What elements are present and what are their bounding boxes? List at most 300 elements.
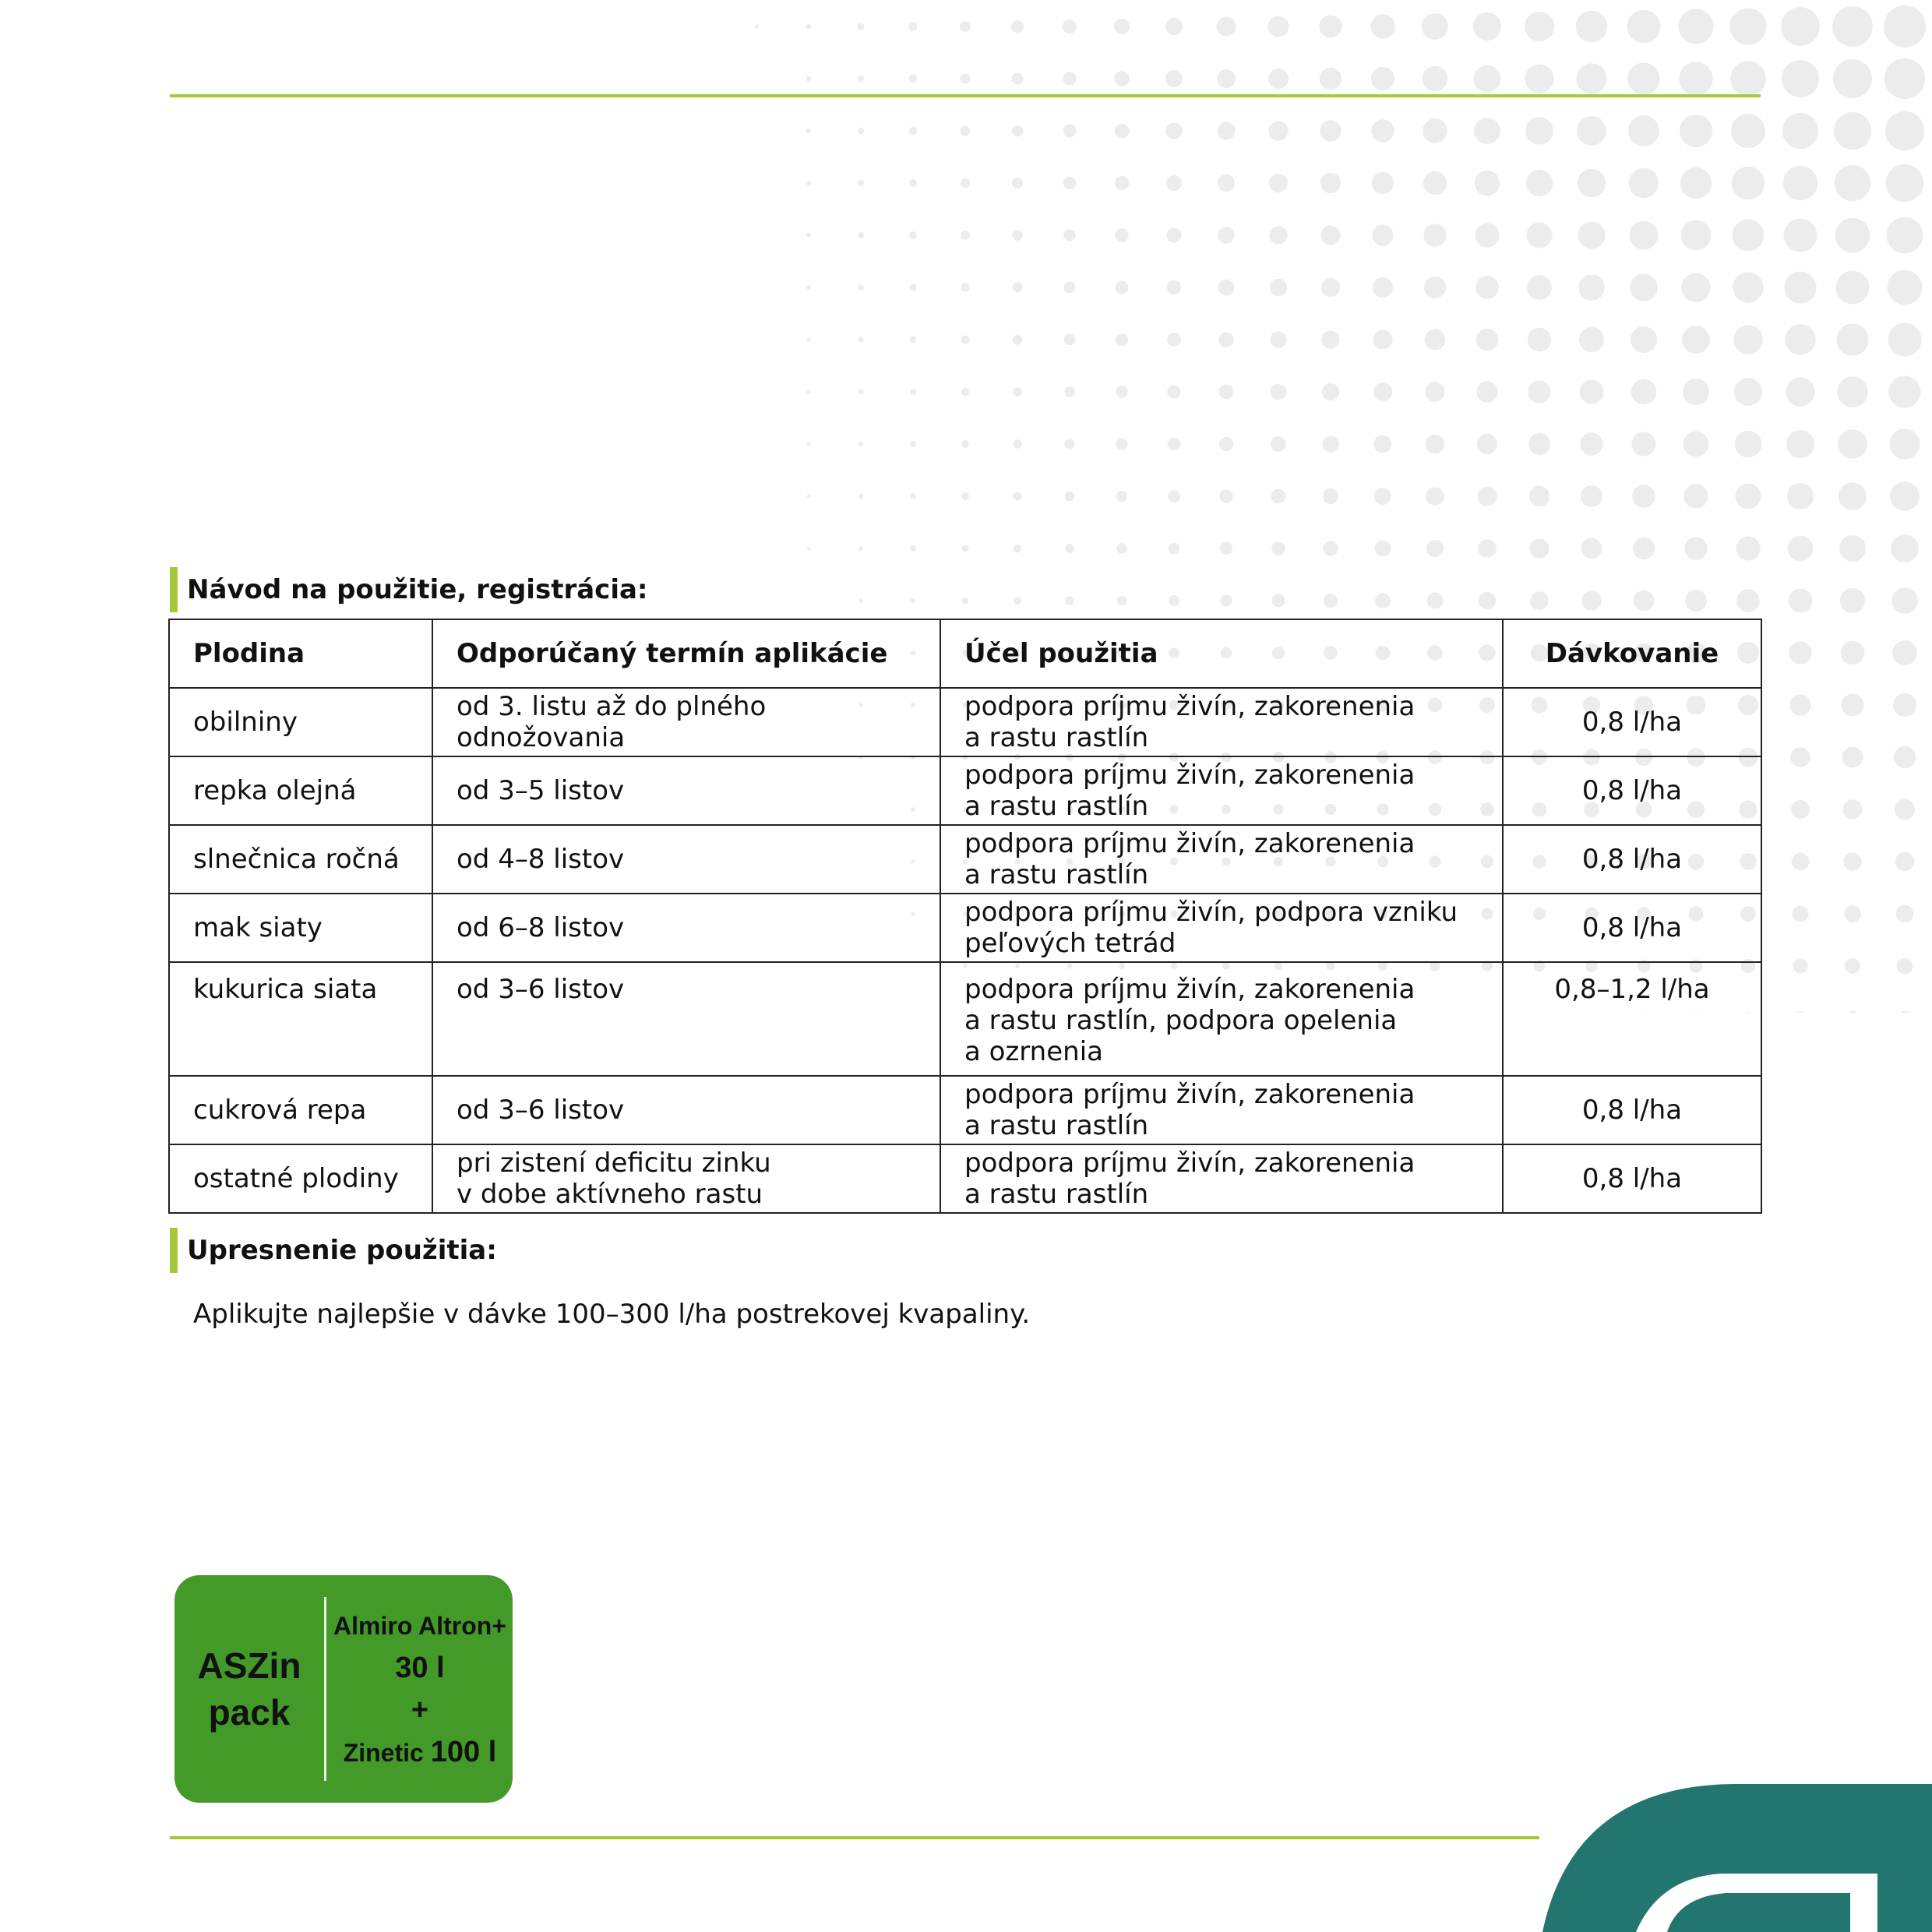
- halftone-dot: [1525, 65, 1554, 93]
- halftone-dot: [1271, 541, 1285, 555]
- halftone-dot: [1218, 122, 1236, 140]
- halftone-dot: [1475, 171, 1500, 196]
- specification-heading: Upresnenie použitia:: [170, 1228, 497, 1273]
- halftone-dot: [1833, 59, 1872, 98]
- corner-logo-shape: [1542, 1784, 1932, 1932]
- halftone-dot: [1114, 71, 1130, 86]
- halftone-dot: [1166, 123, 1183, 139]
- halftone-dot: [1782, 60, 1819, 97]
- halftone-dot: [1114, 19, 1130, 34]
- purpose-cell: podpora príjmu živín, zakorenenia a rastu rastlín: [940, 825, 1503, 894]
- halftone-dot: [1322, 383, 1339, 400]
- halftone-dot: [1270, 279, 1287, 296]
- halftone-dot: [1891, 587, 1918, 614]
- halftone-dot: [1525, 117, 1553, 145]
- halftone-dot: [1897, 958, 1913, 975]
- halftone-dot: [1845, 958, 1860, 974]
- halftone-dot: [1217, 17, 1236, 37]
- table-row: [169, 1144, 1761, 1213]
- halftone-dot: [806, 337, 810, 341]
- halftone-dot: [1680, 167, 1712, 199]
- halftone-dot: [1063, 177, 1076, 189]
- halftone-dot: [858, 598, 863, 603]
- halftone-dot: [1271, 489, 1286, 504]
- halftone-dot: [910, 389, 917, 396]
- halftone-dot: [1116, 491, 1127, 502]
- halftone-dot: [962, 598, 968, 604]
- halftone-dot: [1268, 121, 1288, 140]
- purpose-cell: podpora príjmu živín, zakorenenia a rastu rastlín: [940, 688, 1503, 756]
- halftone-dot: [1319, 15, 1341, 37]
- halftone-dot: [1320, 68, 1341, 90]
- halftone-dot: [1843, 852, 1861, 870]
- halftone-dot: [1887, 217, 1923, 254]
- halftone-dot: [1733, 272, 1763, 302]
- halftone-dot: [1891, 534, 1919, 562]
- item1-quantity: 30 l: [395, 1651, 445, 1684]
- halftone-dot: [1117, 596, 1127, 606]
- halftone-dot: [1685, 590, 1707, 612]
- halftone-dot: [1580, 380, 1604, 404]
- halftone-dot: [961, 388, 969, 396]
- halftone-dot: [806, 24, 812, 30]
- halftone-dot: [1839, 482, 1867, 510]
- halftone-dot: [1789, 589, 1813, 613]
- halftone-dot: [858, 546, 863, 551]
- halftone-dot: [1736, 589, 1759, 612]
- halftone-dot: [1732, 167, 1765, 199]
- halftone-dot: [1730, 61, 1766, 97]
- halftone-dot: [1632, 485, 1655, 508]
- halftone-dot: [1892, 640, 1917, 665]
- halftone-dot: [1785, 272, 1817, 304]
- table-header-row: [169, 619, 1761, 688]
- halftone-dot: [961, 74, 971, 84]
- halftone-dot: [755, 25, 759, 29]
- halftone-dot: [961, 283, 969, 291]
- halftone-dot: [1219, 437, 1233, 451]
- halftone-dot: [1846, 1011, 1860, 1013]
- halftone-dot: [1784, 219, 1817, 252]
- dose-cell: 0,8 l/ha: [1503, 756, 1761, 825]
- halftone-dot: [1790, 747, 1810, 767]
- halftone-dot: [1782, 113, 1818, 149]
- halftone-dot: [1789, 694, 1810, 715]
- halftone-dot: [1841, 641, 1865, 665]
- halftone-dot: [1837, 376, 1867, 407]
- halftone-dot: [1323, 541, 1338, 555]
- halftone-dot: [1320, 225, 1340, 245]
- halftone-dot: [807, 547, 810, 550]
- halftone-dot: [1681, 273, 1710, 301]
- halftone-dot: [858, 23, 865, 30]
- halftone-dot: [1269, 226, 1287, 244]
- halftone-dot: [1013, 335, 1023, 345]
- halftone-dot: [1844, 905, 1861, 922]
- halftone-dot: [961, 492, 968, 499]
- halftone-dot: [909, 284, 916, 291]
- column-header-term: Odporúčaný termín aplikácie: [432, 619, 940, 688]
- purpose-cell: podpora príjmu živín, zakorenenia a rastu rastlín: [940, 1076, 1503, 1144]
- halftone-dot: [1836, 271, 1870, 305]
- halftone-dot: [1793, 959, 1808, 974]
- halftone-dot: [1323, 488, 1338, 504]
- halftone-dot: [1427, 593, 1444, 609]
- halftone-dot: [1736, 484, 1761, 509]
- halftone-dot: [1680, 115, 1712, 147]
- halftone-dot: [1116, 543, 1126, 553]
- halftone-dot: [1012, 230, 1023, 241]
- dose-cell: 0,8 l/ha: [1503, 1144, 1761, 1213]
- term-cell: od 4–8 listov: [432, 825, 940, 894]
- halftone-dot: [1165, 70, 1183, 87]
- halftone-dot: [1220, 542, 1232, 555]
- item2-name: Zinetic: [343, 1738, 424, 1767]
- halftone-dot: [1578, 222, 1606, 249]
- crop-cell: cukrová repa: [169, 1076, 432, 1144]
- halftone-dot: [1734, 378, 1762, 406]
- column-header-crop: Plodina: [169, 619, 432, 688]
- halftone-dot: [1321, 278, 1340, 297]
- halftone-dot: [807, 442, 811, 446]
- halftone-dot: [858, 337, 863, 342]
- halftone-dot: [1167, 333, 1181, 347]
- halftone-dot: [1270, 331, 1286, 347]
- crop-cell: ostatné plodiny: [169, 1144, 432, 1213]
- halftone-dot: [1893, 693, 1916, 717]
- halftone-dot: [1063, 229, 1076, 242]
- halftone-dot: [1165, 18, 1183, 35]
- halftone-dot: [1012, 178, 1023, 189]
- halftone-dot: [1372, 172, 1394, 194]
- halftone-dot: [806, 233, 811, 238]
- halftone-dot: [961, 178, 970, 188]
- halftone-dot: [961, 440, 969, 448]
- bottom-accent-rule: [170, 1836, 1539, 1839]
- halftone-dot: [1374, 435, 1392, 453]
- halftone-dot: [1370, 14, 1394, 38]
- halftone-dot: [1425, 330, 1446, 351]
- halftone-dot: [806, 76, 812, 82]
- halftone-dot: [1473, 12, 1501, 41]
- halftone-dot: [1791, 800, 1810, 819]
- halftone-dot: [1789, 641, 1811, 664]
- halftone-dot: [1373, 383, 1392, 401]
- halftone-dot: [1218, 175, 1235, 192]
- halftone-dot: [1889, 428, 1920, 459]
- top-accent-rule: [170, 94, 1761, 97]
- halftone-dot: [909, 179, 917, 187]
- halftone-dot: [1683, 379, 1709, 405]
- halftone-dot: [1577, 116, 1606, 146]
- halftone-dot: [1218, 280, 1235, 296]
- halftone-dot: [1065, 439, 1075, 450]
- halftone-dot: [1478, 539, 1497, 558]
- halftone-dot: [1628, 115, 1659, 146]
- halftone-dot: [1834, 112, 1871, 150]
- halftone-dot: [1683, 484, 1708, 508]
- halftone-dot: [1013, 283, 1023, 293]
- halftone-dot: [1478, 487, 1497, 506]
- halftone-dot: [909, 75, 918, 83]
- halftone-dot: [1013, 387, 1022, 397]
- halftone-dot: [1888, 270, 1923, 305]
- item1-name: Almiro Altron+: [333, 1611, 506, 1640]
- halftone-dot: [1886, 164, 1923, 202]
- halftone-dot: [1476, 381, 1497, 402]
- halftone-dot: [1884, 5, 1926, 48]
- pack-contents: [327, 1575, 513, 1803]
- halftone-dot: [961, 336, 970, 344]
- halftone-dot: [1786, 377, 1815, 407]
- purpose-cell: podpora príjmu živín, zakorenenia a rastu rastlín: [940, 1144, 1503, 1213]
- halftone-dot: [1218, 227, 1234, 243]
- halftone-dot: [1786, 430, 1814, 458]
- halftone-dot: [1733, 220, 1765, 252]
- halftone-dot: [1220, 594, 1232, 606]
- halftone-dot: [1320, 120, 1341, 141]
- plus-sign: +: [411, 1693, 429, 1726]
- halftone-dot: [1529, 538, 1549, 558]
- halftone-dot: [1065, 544, 1074, 553]
- term-cell: od 3–5 listov: [432, 756, 940, 825]
- halftone-dot: [1116, 333, 1128, 346]
- halftone-dot: [806, 129, 811, 133]
- halftone-dot: [1682, 326, 1710, 354]
- halftone-dot: [1116, 281, 1129, 294]
- halftone-dot: [1115, 228, 1128, 242]
- purpose-cell: podpora príjmu živín, podpora vzniku peľových tetrád: [940, 894, 1503, 962]
- purpose-cell: podpora príjmu živín, zakorenenia a rastu rastlín, podpora opelenia a ozrnenia: [940, 962, 1503, 1076]
- halftone-dot: [1581, 485, 1602, 507]
- halftone-dot: [1679, 9, 1714, 44]
- halftone-dot: [1885, 111, 1924, 150]
- halftone-dot: [1633, 538, 1655, 559]
- halftone-dot: [1888, 323, 1922, 357]
- halftone-dot: [1579, 327, 1604, 352]
- halftone-dot: [1014, 492, 1022, 501]
- halftone-dot: [1477, 434, 1497, 454]
- halftone-dot: [1634, 591, 1655, 612]
- halftone-dot: [960, 21, 971, 32]
- halftone-dot: [910, 493, 916, 499]
- halftone-dot: [1889, 376, 1921, 408]
- pack-name-line2: pack: [208, 1692, 291, 1733]
- halftone-dot: [858, 284, 863, 290]
- term-cell: od 3–6 listov: [432, 962, 940, 1076]
- halftone-dot: [1426, 540, 1444, 557]
- halftone-dot: [1835, 165, 1870, 201]
- halftone-dot: [1835, 218, 1870, 253]
- halftone-dot: [1064, 386, 1075, 397]
- halftone-dot: [1269, 174, 1288, 192]
- halftone-dot: [1324, 594, 1338, 608]
- halftone-dot: [1684, 537, 1708, 560]
- halftone-dot: [1423, 118, 1447, 143]
- pack-name: [175, 1575, 324, 1803]
- halftone-dot: [1373, 330, 1393, 350]
- column-header-dose: Dávkovanie: [1503, 619, 1761, 688]
- halftone-dot: [1115, 176, 1129, 190]
- halftone-dot: [1271, 384, 1287, 400]
- halftone-dot: [1842, 747, 1863, 768]
- halftone-dot: [1683, 432, 1709, 457]
- halftone-dot: [1896, 905, 1914, 923]
- column-header-purpose: Účel použitia: [940, 619, 1503, 688]
- table-row: [169, 688, 1761, 756]
- crop-cell: mak siaty: [169, 894, 432, 962]
- halftone-dot: [1268, 16, 1289, 37]
- halftone-dot: [1581, 591, 1601, 610]
- halftone-dot: [911, 598, 916, 604]
- halftone-dot: [1735, 431, 1761, 457]
- halftone-dot: [1166, 227, 1181, 242]
- halftone-dot: [1167, 385, 1180, 398]
- halftone-dot: [909, 231, 917, 239]
- halftone-dot: [1838, 429, 1867, 459]
- halftone-dot: [1529, 486, 1549, 506]
- halftone-dot: [1627, 10, 1661, 44]
- halftone-dot: [1629, 168, 1659, 198]
- halftone-dot: [1890, 481, 1919, 510]
- halftone-dot: [806, 390, 810, 393]
- halftone-dot: [1527, 275, 1552, 300]
- table-row: [169, 1076, 1761, 1144]
- pack-name-line1: ASZin: [197, 1645, 301, 1686]
- halftone-dot: [1788, 536, 1814, 562]
- halftone-dot: [1425, 382, 1445, 402]
- halftone-dot: [858, 494, 863, 499]
- halftone-dot: [1011, 20, 1024, 33]
- halftone-dot: [1736, 537, 1761, 561]
- halftone-dot: [1783, 166, 1817, 200]
- halftone-dot: [961, 126, 971, 136]
- halftone-dot: [1781, 7, 1820, 46]
- term-cell: od 3. listu až do plného odnožovania: [432, 688, 940, 756]
- dose-cell: 0,8 l/ha: [1503, 825, 1761, 894]
- halftone-dot: [1576, 63, 1606, 93]
- crop-cell: slnečnica ročná: [169, 825, 432, 894]
- halftone-dot: [1578, 274, 1605, 301]
- table-row: [169, 825, 1761, 894]
- halftone-dot: [807, 495, 811, 499]
- halftone-dot: [1423, 171, 1447, 195]
- halftone-dot: [1371, 119, 1394, 142]
- halftone-dot: [1530, 591, 1549, 610]
- halftone-dot: [1733, 325, 1763, 354]
- term-cell: od 6–8 listov: [432, 894, 940, 962]
- halftone-dot: [1785, 324, 1815, 354]
- halftone-dot: [1580, 432, 1602, 455]
- halftone-dot: [1374, 488, 1391, 505]
- term-cell: pri zistení deficitu zinku v dobe aktívneho rastu: [432, 1144, 940, 1213]
- halftone-dot: [1474, 65, 1501, 93]
- halftone-dot: [1217, 69, 1236, 88]
- halftone-dot: [1064, 334, 1075, 345]
- halftone-dot: [1063, 72, 1076, 85]
- halftone-dot: [1576, 11, 1608, 43]
- badge-divider: [324, 1597, 326, 1781]
- halftone-dot: [1681, 220, 1712, 251]
- halftone-dot: [1895, 852, 1914, 871]
- halftone-dot: [1476, 329, 1499, 351]
- halftone-dot: [1063, 125, 1077, 138]
- halftone-dot: [1426, 487, 1444, 505]
- halftone-dot: [1373, 277, 1393, 298]
- halftone-dot: [1169, 543, 1180, 555]
- halftone-dot: [1424, 277, 1446, 298]
- usage-heading: Návod na použitie, registrácia:: [170, 567, 648, 612]
- halftone-dot: [858, 442, 864, 447]
- halftone-dot: [858, 232, 864, 238]
- table-row: [169, 894, 1761, 962]
- halftone-dot: [1423, 224, 1446, 246]
- halftone-dot: [1729, 8, 1766, 44]
- halftone-dot: [1898, 1011, 1913, 1013]
- halftone-dot: [1793, 1011, 1807, 1013]
- halftone-dot: [908, 22, 917, 30]
- table-row: [169, 962, 1761, 1076]
- halftone-dot: [1631, 379, 1657, 405]
- halftone-dot: [806, 285, 811, 290]
- term-cell: od 3–6 listov: [432, 1076, 940, 1144]
- product-pack-badge: [175, 1575, 513, 1803]
- halftone-dot: [1423, 66, 1448, 92]
- halftone-dot: [1842, 799, 1862, 819]
- registration-table: [168, 619, 1762, 1214]
- halftone-dot: [1271, 436, 1286, 452]
- halftone-dot: [1632, 432, 1656, 457]
- halftone-dot: [1475, 224, 1500, 248]
- halftone-dot: [1422, 13, 1448, 40]
- halftone-dot: [1679, 62, 1712, 95]
- halftone-dot: [1371, 67, 1394, 90]
- halftone-dot: [1219, 385, 1234, 400]
- item2-quantity: 100 l: [430, 1735, 497, 1768]
- halftone-dot: [1116, 439, 1128, 450]
- halftone-dot: [1011, 72, 1023, 84]
- halftone-dot: [858, 390, 864, 395]
- crop-cell: obilniny: [169, 688, 432, 756]
- halftone-dot: [1272, 594, 1285, 608]
- halftone-dot: [1528, 433, 1550, 455]
- halftone-dot: [1792, 853, 1809, 870]
- halftone-dot: [1627, 62, 1659, 94]
- halftone-dot: [1528, 328, 1551, 351]
- halftone-dot: [1832, 6, 1873, 47]
- halftone-dot: [1426, 435, 1445, 454]
- halftone-dot: [1218, 332, 1234, 347]
- halftone-dot: [1836, 323, 1868, 355]
- halftone-dot: [1063, 19, 1077, 33]
- halftone-dot: [1581, 538, 1602, 559]
- halftone-dot: [858, 76, 865, 83]
- halftone-dot: [1479, 592, 1496, 609]
- halftone-dot: [1630, 221, 1659, 250]
- halftone-dot: [909, 127, 917, 135]
- halftone-dot: [1168, 438, 1180, 450]
- dose-cell: 0,8 l/ha: [1503, 1076, 1761, 1144]
- halftone-dot: [1065, 596, 1074, 605]
- halftone-dot: [1064, 282, 1076, 294]
- halftone-dot: [1525, 12, 1554, 41]
- item2-line: [344, 1731, 497, 1774]
- halftone-dot: [1884, 58, 1925, 99]
- halftone-dot: [1372, 224, 1393, 245]
- dose-cell: 0,8 l/ha: [1503, 688, 1761, 756]
- halftone-dot: [1630, 273, 1657, 301]
- halftone-dot: [1219, 489, 1232, 502]
